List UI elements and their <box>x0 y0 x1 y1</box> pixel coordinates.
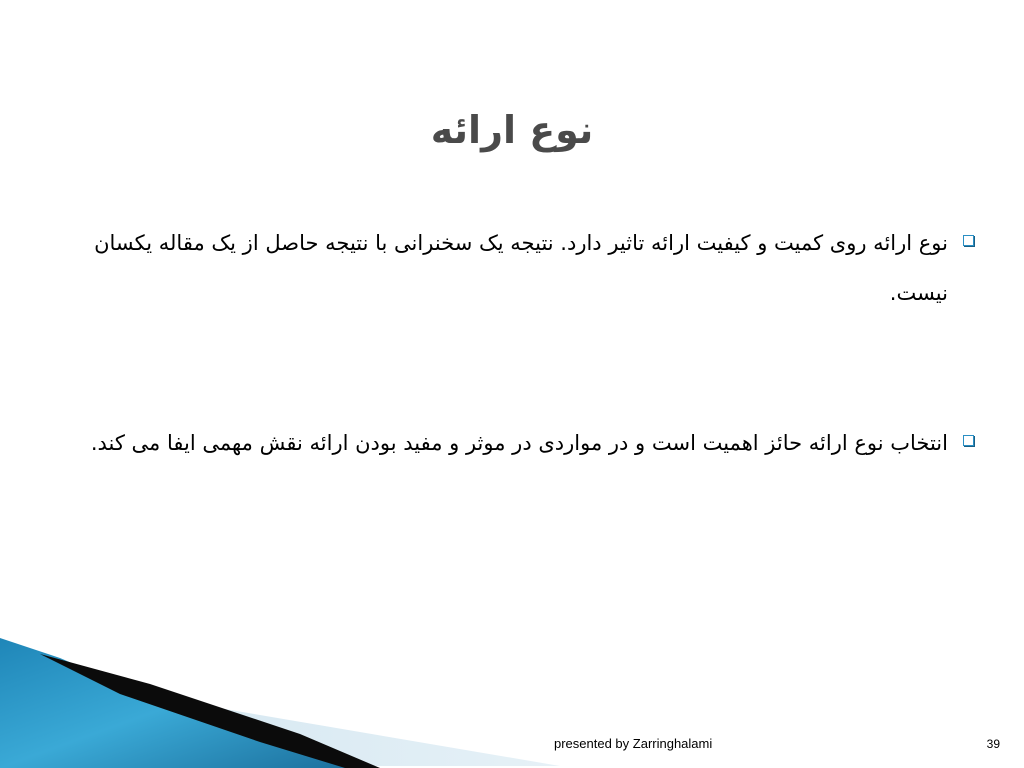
bullet-item <box>68 218 948 318</box>
bullet-item <box>68 418 948 468</box>
corner-decoration <box>0 638 1024 768</box>
page-number: 39 <box>986 737 1000 751</box>
slide-title: نوع ارائه <box>430 108 594 152</box>
footer-presenter: presented by Zarringhalami <box>554 736 713 751</box>
square-bullet-icon <box>963 235 974 246</box>
square-bullet-icon <box>963 435 974 446</box>
bullet-text: نوع ارائه روی کمیت و کیفیت ارائه تاثیر دارد. نتیجه یک سخنرانی با نتیجه حاصل از یک مقاله یکسان نیست. <box>94 231 948 305</box>
bullet-text: انتخاب نوع ارائه حائز اهمیت است و در مواردی در موثر و مفید بودن ارائه نقش مهمی ایفا می کند. <box>90 431 948 455</box>
